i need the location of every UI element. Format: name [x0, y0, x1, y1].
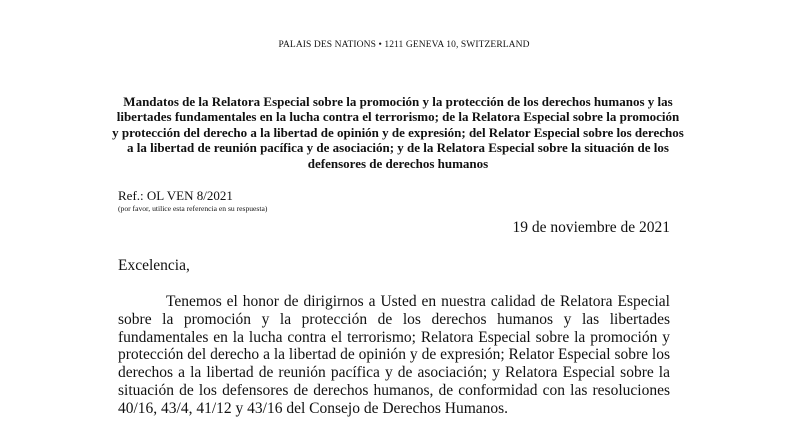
letter-date: 19 de noviembre de 2021: [512, 219, 670, 236]
salutation: Excelencia,: [118, 257, 190, 274]
body-paragraph: Tenemos el honor de dirigirnos a Usted en nuestra calidad de Relatora Especial sobre la promoción y la protección de los derechos humanos y las libertades fundamentales en la lucha contra el terrorismo; Relatora Especial sobre la promoción y protección del derecho a la libertad de opinión y de expresión; Relator Especial sobre los derechos a la libertad de reunión pacífica y de asociación; y Relatora Especial sobre la situación de los defensores de derechos humanos, de conformidad con las resoluciones 40/16, 43/4, 41/12 y 43/16 del Consejo de Derechos Humanos.: [118, 293, 670, 417]
reference-note: (por favor, utilice esta referencia en su respuesta): [118, 204, 268, 213]
reference-code: Ref.: OL VEN 8/2021: [118, 188, 233, 203]
address-line: PALAIS DES NATIONS • 1211 GENEVA 10, SWITZERLAND: [278, 40, 530, 50]
mandates-heading: Mandatos de la Relatora Especial sobre la promoción y la protección de los derechos humanos y las libertades fundamentales en la lucha contra el terrorismo; de la Relatora Especial sobre la promoción y protección del derecho a la libertad de opinión y de expresión; del Relator Especial sobre los derechos a la libertad de reunión pacífica y de asociación; y de la Relatora Especial sobre la situación de los defensores de derechos humanos: [112, 94, 684, 171]
